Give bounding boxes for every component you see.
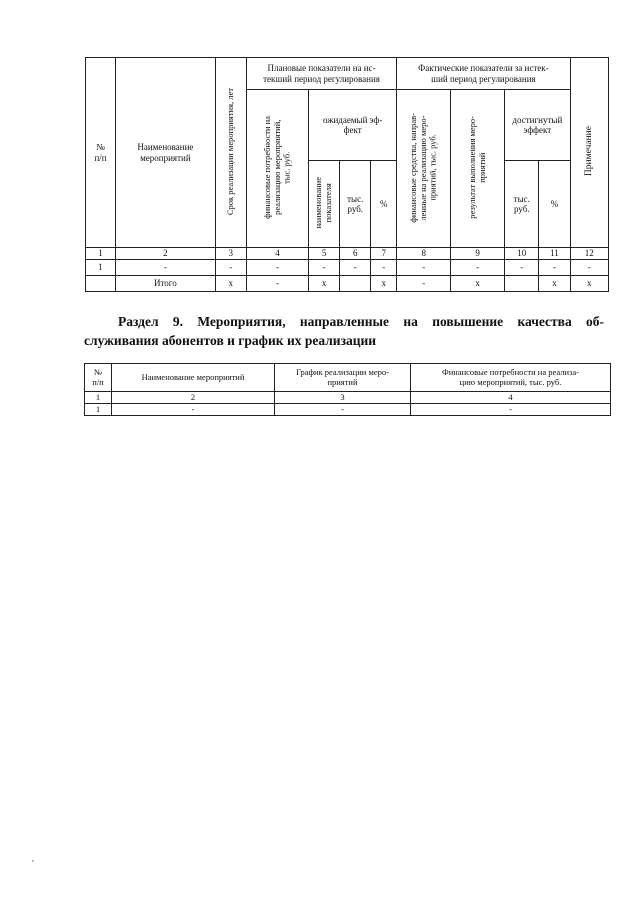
header-expected-effect: ожидаемый эф- фект — [309, 90, 397, 161]
column-number-row — [86, 248, 609, 260]
table-cell — [505, 276, 539, 292]
table-cell: х — [309, 276, 340, 292]
table-cell: - — [451, 260, 505, 276]
col-number: 3 — [275, 392, 411, 404]
table-cell: - — [340, 260, 371, 276]
table-cell: - — [570, 260, 608, 276]
table-cell: - — [116, 260, 216, 276]
header-achieved-effect: достигнутый эффект — [505, 90, 570, 161]
table-cell — [86, 276, 116, 292]
table-cell: - — [505, 260, 539, 276]
table-cell: - — [112, 404, 275, 416]
header-indicator-name — [309, 161, 340, 248]
table-cell: х — [539, 276, 570, 292]
header-indicator-name-text: наименование показателя — [313, 177, 334, 229]
column-number-row — [85, 392, 611, 404]
section-heading-line1: Раздел 9. Мероприятия, направленные на повышение качества об- — [118, 314, 604, 329]
table-cell: - — [539, 260, 570, 276]
col-number: 12 — [570, 248, 608, 260]
section-heading — [84, 312, 604, 350]
col-number: 4 — [246, 248, 308, 260]
table-cell: 1 — [85, 404, 112, 416]
table-cell: х — [371, 276, 397, 292]
header-result — [451, 90, 505, 248]
header-actual-fin — [397, 90, 451, 248]
table-cell: х — [451, 276, 505, 292]
table-cell: х — [570, 276, 608, 292]
table-cell: - — [397, 276, 451, 292]
col-number: 1 — [86, 248, 116, 260]
header-name: Наименование мероприятий — [116, 58, 216, 248]
header-thousand-rub-2: тыс. руб. — [505, 161, 539, 248]
total-row — [86, 276, 609, 292]
header-actual-group: Фактические показатели за истек- ший период регулирования — [397, 58, 570, 90]
scan-artifact — [32, 860, 34, 862]
t2-header-name: Наименование мероприятий — [112, 364, 275, 392]
col-number: 11 — [539, 248, 570, 260]
table-cell: - — [371, 260, 397, 276]
header-term-text: Срок реализации мероприятия, лет — [224, 87, 235, 215]
header-note-text: Примечание — [583, 126, 594, 177]
header-percent-2: % — [539, 161, 570, 248]
header-term — [215, 58, 246, 248]
header-thousand-rub-1: тыс. руб. — [340, 161, 371, 248]
col-number: 10 — [505, 248, 539, 260]
header-planned-group: Плановые показатели на ис- текший период регулирования — [246, 58, 396, 90]
header-planned-fin-text: финансовые потребности на реализацию мероприятий, тыс. руб. — [261, 115, 292, 219]
col-number: 8 — [397, 248, 451, 260]
header-percent-1: % — [371, 161, 397, 248]
total-label: Итого — [116, 276, 216, 292]
col-number: 6 — [340, 248, 371, 260]
col-number: 1 — [85, 392, 112, 404]
activities-table — [85, 57, 609, 292]
table-cell: - — [309, 260, 340, 276]
t2-header-schedule: График реализации меро- приятий — [275, 364, 411, 392]
service-quality-table — [84, 363, 611, 416]
section-heading-line2: служивания абонентов и график их реализации — [84, 333, 377, 348]
col-number: 2 — [112, 392, 275, 404]
header-note — [570, 58, 608, 248]
table-cell: - — [397, 260, 451, 276]
table-cell: - — [246, 260, 308, 276]
table-row — [86, 260, 609, 276]
table-cell: - — [411, 404, 611, 416]
col-number: 4 — [411, 392, 611, 404]
table-cell: - — [215, 260, 246, 276]
col-number: 3 — [215, 248, 246, 260]
col-number: 5 — [309, 248, 340, 260]
table-cell — [340, 276, 371, 292]
header-num: № п/п — [86, 58, 116, 248]
table-cell: - — [275, 404, 411, 416]
col-number: 7 — [371, 248, 397, 260]
t2-header-num: № п/п — [85, 364, 112, 392]
table-row — [85, 404, 611, 416]
table-cell: 1 — [86, 260, 116, 276]
header-planned-fin — [246, 90, 308, 248]
col-number: 2 — [116, 248, 216, 260]
col-number: 9 — [451, 248, 505, 260]
header-result-text: результат выполнения меро- приятий — [466, 115, 487, 219]
t2-header-financial: Финансовые потребности на реализа- цию мероприятий, тыс. руб. — [411, 364, 611, 392]
table-cell: - — [246, 276, 308, 292]
header-actual-fin-text: финансовые средства, направ- ленные на реализацию меро- приятий, тыс. руб. — [408, 112, 438, 223]
table-cell: х — [215, 276, 246, 292]
